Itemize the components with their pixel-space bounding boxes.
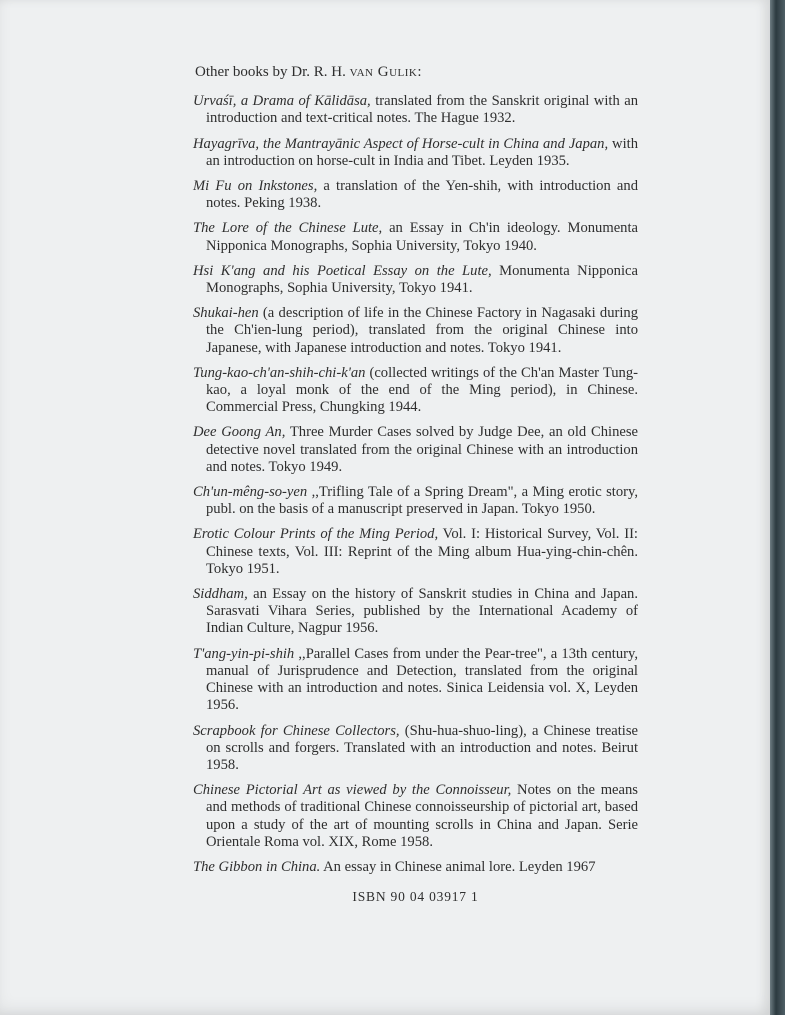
isbn-number: ISBN 90 04 03917 1: [352, 889, 479, 905]
book-title: Chinese Pictorial Art as viewed by the Connoisseur,: [193, 782, 512, 799]
book-title: Tung-kao-ch'an-shih-chi-k'an: [193, 364, 366, 381]
book-title: T'ang-yin-pi-shih: [193, 645, 295, 662]
book-description: ,,Parallel Cases from under the Pear-tree", a 13th century, manual of Jurisprudence and Detection, translated from the original Chinese with an introduction and notes. Sinica Leidensia vol. X, Leyden 1956.: [206, 645, 638, 714]
book-entry: [193, 782, 638, 851]
book-description: ,,Trifling Tale of a Spring Dream", a Ming erotic story, publ. on the basis of a manuscript preserved in Japan. Tokyo 1950.: [206, 484, 638, 518]
book-entry: [193, 723, 638, 775]
book-entry: [193, 859, 638, 876]
book-description: a translation of the Yen-shih, with introduction and notes. Peking 1938.: [206, 178, 638, 212]
book-title: Ch'un-mêng-so-yen: [193, 484, 308, 501]
book-title: Shukai-hen: [193, 305, 259, 322]
book-list: [193, 64, 638, 905]
book-title: Hsi K'ang and his Poetical Essay on the Lute,: [193, 262, 492, 279]
book-description: (collected writings of the Ch'an Master Tung-kao, a loyal monk of the end of the Ming period), in Chinese. Commercial Press, Chungking 1944.: [206, 364, 638, 416]
book-entry: [193, 526, 638, 578]
book-title: Hayagrīva, the Mantrayānic Aspect of Horse-cult in China and Japan,: [193, 135, 609, 152]
intro-line: [195, 64, 638, 81]
author-surname: van Gulik: [349, 64, 418, 80]
book-description: translated from the Sanskrit original with an introduction and text-critical notes. The Hague 1932.: [206, 93, 639, 127]
book-title: Scrapbook for Chinese Collectors,: [193, 722, 400, 739]
book-title: Urvaśī, a Drama of Kālidāsa,: [193, 93, 371, 110]
book-description: Vol. I: Historical Survey, Vol. II: Chinese texts, Vol. III: Reprint of the Ming album Hua-ying-chin-chên. Tokyo 1951.: [206, 526, 638, 577]
book-entry: [193, 305, 638, 357]
book-title: Siddham,: [193, 586, 248, 603]
book-description: (a description of life in the Chinese Factory in Nagasaki during the Ch'ien-lung period), translated from the original Chinese into Japanese, with Japanese introduction and notes. Tokyo 1941.: [206, 305, 638, 356]
book-entry: [193, 178, 638, 212]
book-spine-edge: [770, 0, 785, 1015]
book-title: The Gibbon in China.: [193, 858, 321, 875]
book-title: Mi Fu on Inkstones,: [193, 178, 318, 195]
book-description: Monumenta Nipponica Monographs, Sophia University, Tokyo 1941.: [206, 262, 638, 297]
intro-suffix: :: [417, 64, 422, 80]
book-entry: [193, 263, 638, 297]
book-entry: [193, 586, 638, 638]
intro-prefix: Other books by Dr. R. H.: [195, 64, 350, 80]
book-entry: [193, 424, 638, 476]
book-entry: [193, 93, 638, 127]
book-description: with an introduction on horse-cult in India and Tibet. Leyden 1935.: [206, 135, 638, 169]
book-entry: [193, 220, 638, 254]
book-entry: [193, 365, 638, 417]
book-title: Dee Goong An,: [193, 424, 286, 441]
book-entry: [193, 484, 638, 518]
book-description: An essay in Chinese animal lore. Leyden 1967: [320, 858, 596, 875]
book-description: an Essay on the history of Sanskrit studies in China and Japan. Sarasvati Vihara Series, published by the International Academy of Indian Culture, Nagpur 1956.: [206, 586, 638, 637]
book-description: (Shu-hua-shuo-ling), a Chinese treatise on scrolls and forgers. Translated with an introduction and notes. Beirut 1958.: [206, 722, 638, 773]
book-title: The Lore of the Chinese Lute,: [193, 220, 383, 237]
book-title: Erotic Colour Prints of the Ming Period,: [193, 526, 439, 543]
book-description: an Essay in Ch'in ideology. Monumenta Nipponica Monographs, Sophia University, Tokyo 1940.: [206, 220, 639, 254]
book-description: Notes on the means and methods of traditional Chinese connoisseurship of pictorial art, based upon a study of the art of mounting scrolls in China and Japan. Serie Orientale Roma vol. XIX, Rome 1958.: [206, 782, 638, 850]
book-description: Three Murder Cases solved by Judge Dee, an old Chinese detective novel translated from the original Chinese with an introduction and notes. Tokyo 1949.: [206, 424, 638, 475]
book-entry: [193, 136, 638, 170]
book-entry: [193, 646, 638, 715]
